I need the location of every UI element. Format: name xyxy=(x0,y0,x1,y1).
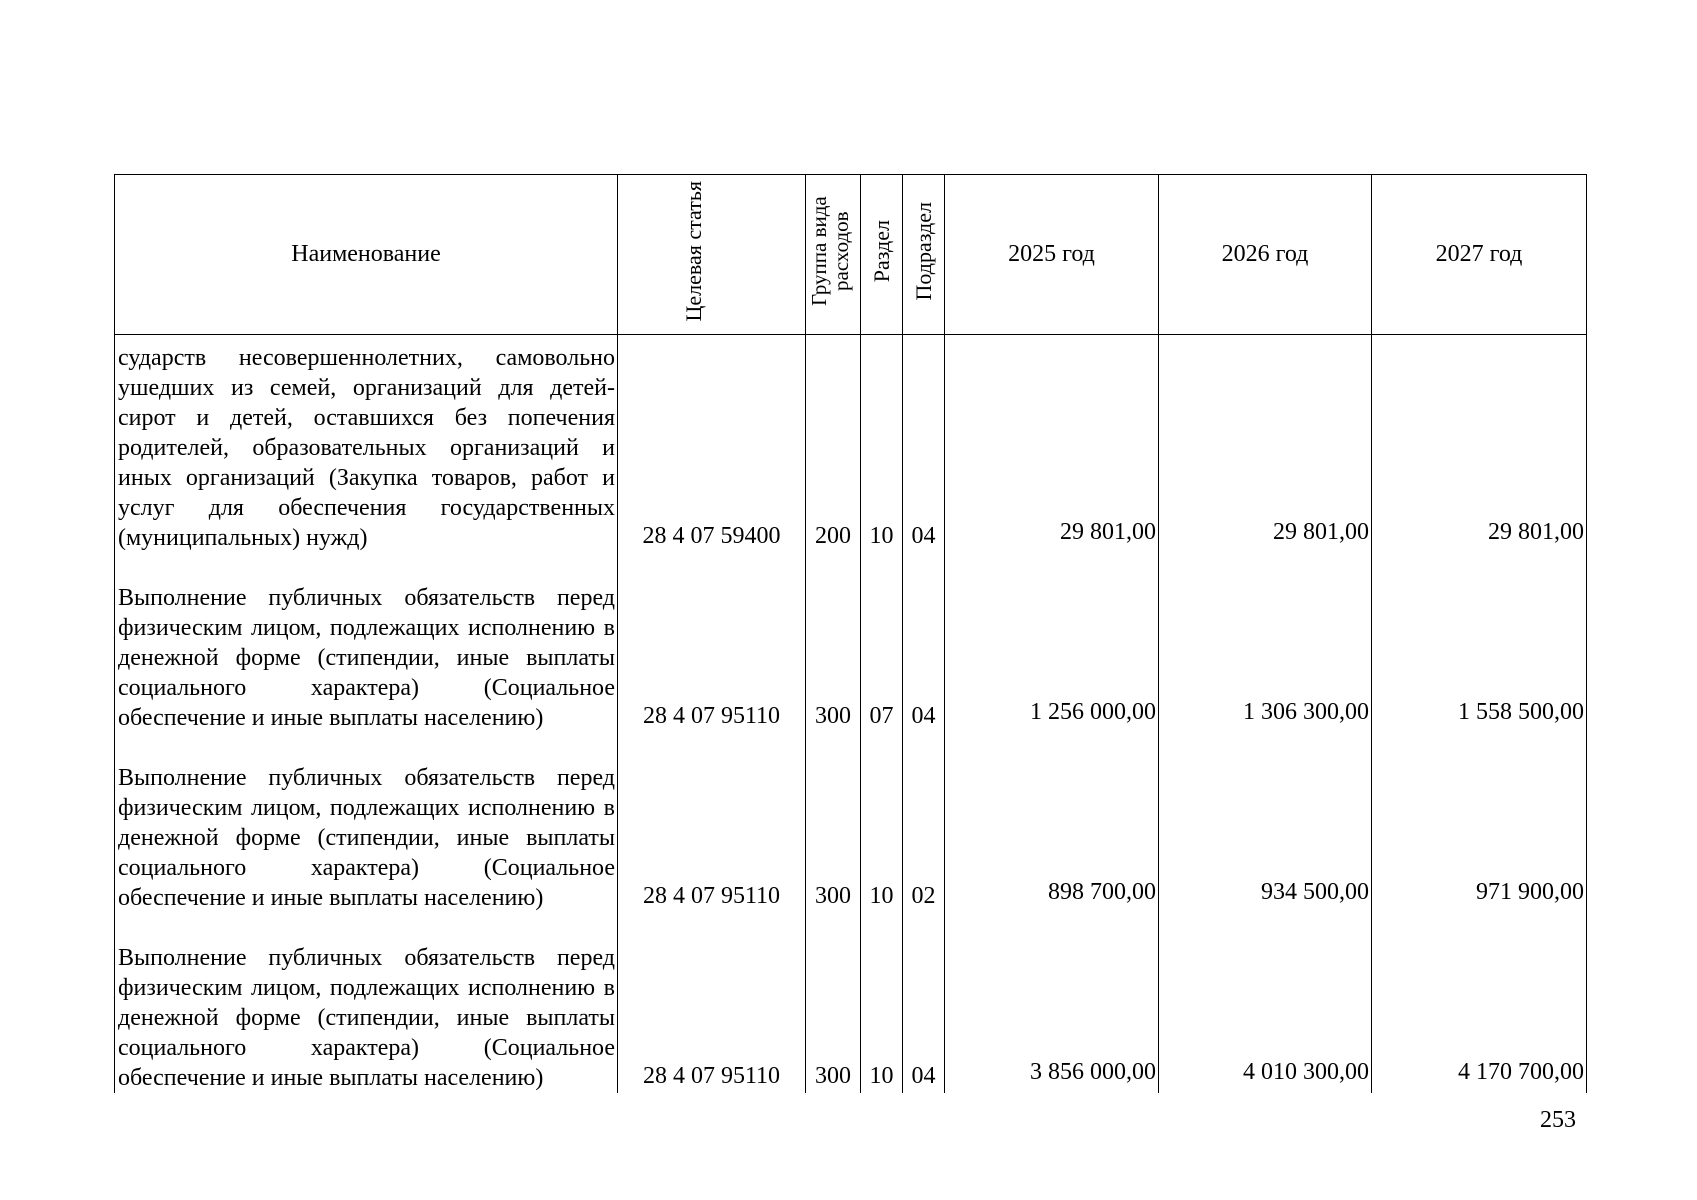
header-target xyxy=(618,175,806,335)
header-2027: 2027 год xyxy=(1372,175,1587,335)
row-group: 300 xyxy=(806,733,861,913)
row-2027: 4 170 700,00 xyxy=(1372,913,1587,1093)
row-2026: 29 801,00 xyxy=(1159,335,1372,554)
row-2025: 29 801,00 xyxy=(945,335,1159,554)
header-section xyxy=(861,175,903,335)
row-section: 10 xyxy=(861,913,903,1093)
row-2026: 1 306 300,00 xyxy=(1159,553,1372,733)
row-2026: 934 500,00 xyxy=(1159,733,1372,913)
header-subsection-label: Подраздел xyxy=(910,201,936,301)
row-group: 200 xyxy=(806,335,861,554)
row-name: Выполнение публичных обязательств перед физическим лицом, подлежащих исполнению в денежной форме (стипендии, иные выплаты социального характера) (Социальное обеспечение и иные выплаты населению) xyxy=(115,553,618,733)
row-target: 28 4 07 95110 xyxy=(618,913,806,1093)
table-row xyxy=(115,733,1587,913)
row-2025: 1 256 000,00 xyxy=(945,553,1159,733)
row-section: 10 xyxy=(861,335,903,554)
row-target: 28 4 07 59400 xyxy=(618,335,806,554)
row-subsection: 04 xyxy=(903,913,945,1093)
budget-table xyxy=(114,174,1587,1093)
row-name: сударств несовершеннолетних, самовольно ушедших из семей, организаций для детей-сирот и детей, оставшихся без попечения родителей, образовательных организаций и иных организаций (Закупка товаров, работ и услуг для обеспечения государственных (муниципальных) нужд) xyxy=(115,335,618,554)
row-2025: 3 856 000,00 xyxy=(945,913,1159,1093)
row-2025: 898 700,00 xyxy=(945,733,1159,913)
table-row xyxy=(115,553,1587,733)
row-name: Выполнение публичных обязательств перед физическим лицом, подлежащих исполнению в денежной форме (стипендии, иные выплаты социального характера) (Социальное обеспечение и иные выплаты населению) xyxy=(115,733,618,913)
row-subsection: 04 xyxy=(903,553,945,733)
row-section: 07 xyxy=(861,553,903,733)
row-2027: 1 558 500,00 xyxy=(1372,553,1587,733)
row-2027: 29 801,00 xyxy=(1372,335,1587,554)
row-subsection: 04 xyxy=(903,335,945,554)
row-section: 10 xyxy=(861,733,903,913)
header-target-label: Целевая статья xyxy=(680,180,706,322)
header-2026: 2026 год xyxy=(1159,175,1372,335)
header-group xyxy=(806,175,861,335)
row-name: Выполнение публичных обязательств перед физическим лицом, подлежащих исполнению в денежной форме (стипендии, иные выплаты социального характера) (Социальное обеспечение и иные выплаты населению) xyxy=(115,913,618,1093)
table-header-row xyxy=(115,175,1587,335)
row-target: 28 4 07 95110 xyxy=(618,553,806,733)
row-2026: 4 010 300,00 xyxy=(1159,913,1372,1093)
header-name: Наименование xyxy=(115,175,618,335)
table-row xyxy=(115,335,1587,554)
row-target: 28 4 07 95110 xyxy=(618,733,806,913)
header-2025: 2025 год xyxy=(945,175,1159,335)
header-group-label: Группа вида расходов xyxy=(807,196,854,306)
header-section-label: Раздел xyxy=(868,219,894,283)
table-row xyxy=(115,913,1587,1093)
row-subsection: 02 xyxy=(903,733,945,913)
page-number: 253 xyxy=(1540,1107,1576,1133)
row-2027: 971 900,00 xyxy=(1372,733,1587,913)
row-group: 300 xyxy=(806,553,861,733)
header-subsection xyxy=(903,175,945,335)
row-group: 300 xyxy=(806,913,861,1093)
